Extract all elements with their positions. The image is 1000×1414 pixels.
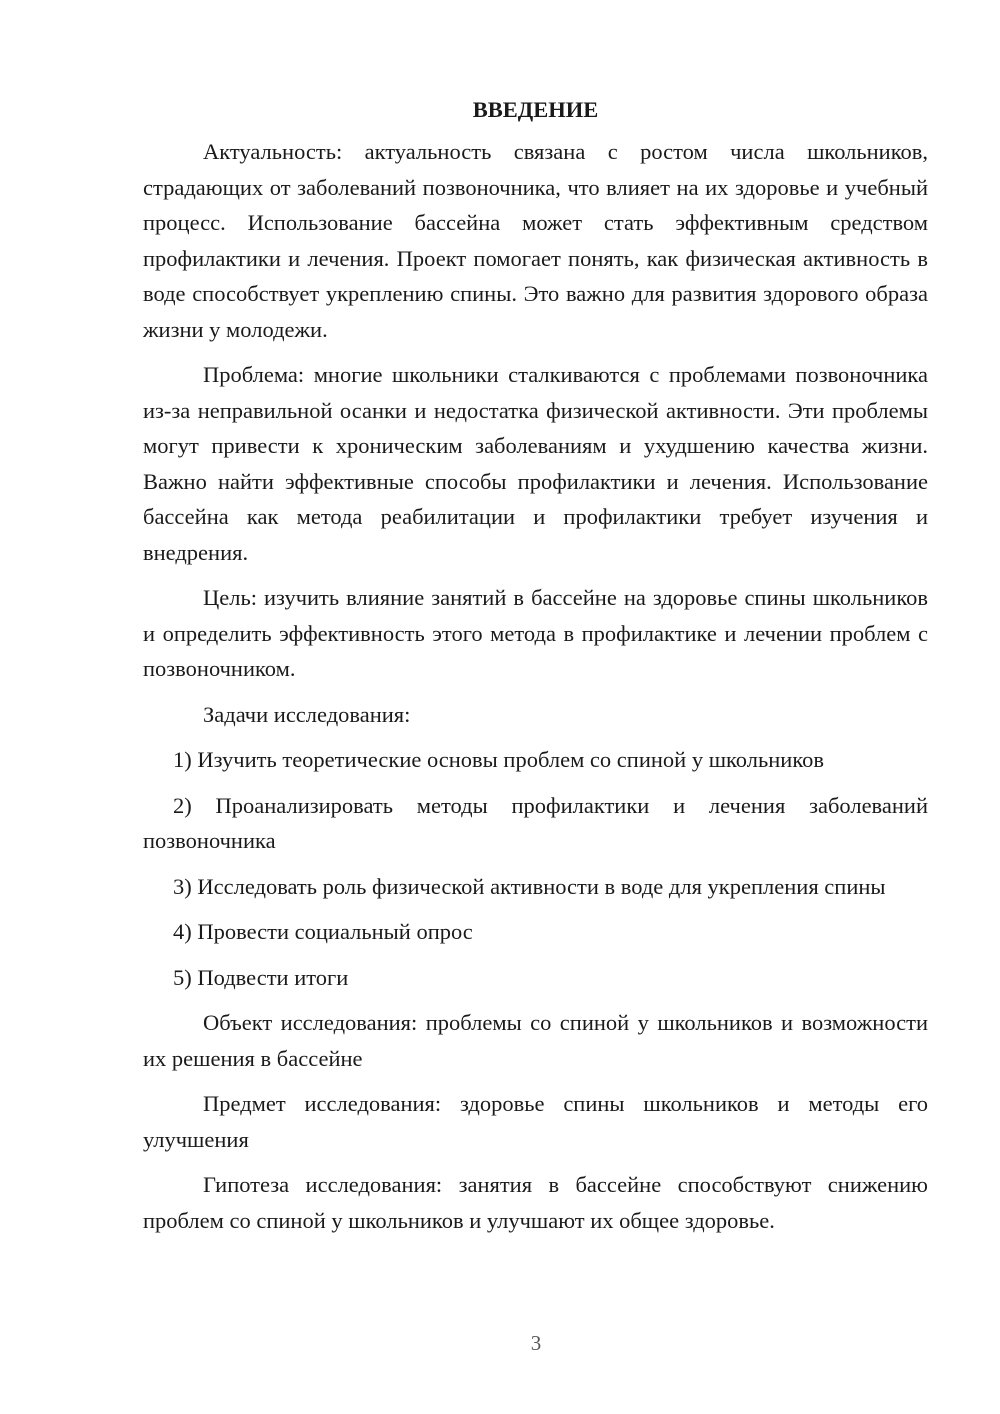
page-title: ВВЕДЕНИЕ [472,97,599,122]
document-page [143,92,928,1248]
subject-paragraph: Предмет исследования: здоровье спины школьников и методы его улучшения [143,1091,928,1152]
object-paragraph: Объект исследования: проблемы со спиной у школьников и возможности их решения в бассейне [143,1010,928,1071]
hypothesis-paragraph: Гипотеза исследования: занятия в бассейне способствуют снижению проблем со спиной у школьников и улучшают их общее здоровье. [143,1172,928,1233]
page-number: 3 [530,1331,542,1355]
goal-paragraph: Цель: изучить влияние занятий в бассейне на здоровье спины школьников и определить эффективность этого метода в профилактике и лечении проблем с позвоночником. [143,585,928,681]
task-item: 4) Провести социальный опрос [173,919,473,944]
task-item: 2) Проанализировать методы профилактики и лечения заболеваний позвоночника [143,792,928,853]
problem-paragraph: Проблема: многие школьники сталкиваются с проблемами позвоночника из-за неправильной осанки и недостатка физической активности. Эти проблемы могут привести к хроническим заболеваниям и ухудшению качества жизни. Важно найти эффективные способы профилактики и лечения. Использование бассейна как метода реабилитации и профилактики требует изучения и внедрения. [143,362,928,565]
relevance-paragraph: Актуальность: актуальность связана с ростом числа школьников, страдающих от заболеваний позвоночника, что влияет на их здоровье и учебный процесс. Использование бассейна может стать эффективным средством профилактики и лечения. Проект помогает понять, как физическая активность в воде способствует укреплению спины. Это важно для развития здорового образа жизни у молодежи. [143,139,928,342]
task-item: 5) Подвести итоги [173,964,349,990]
task-item: 1) Изучить теоретические основы проблем со спиной у школьников [173,747,824,772]
tasks-heading: Задачи исследования: [203,701,411,727]
task-item: 3) Исследовать роль физической активности в воде для укрепления спины [173,873,886,899]
